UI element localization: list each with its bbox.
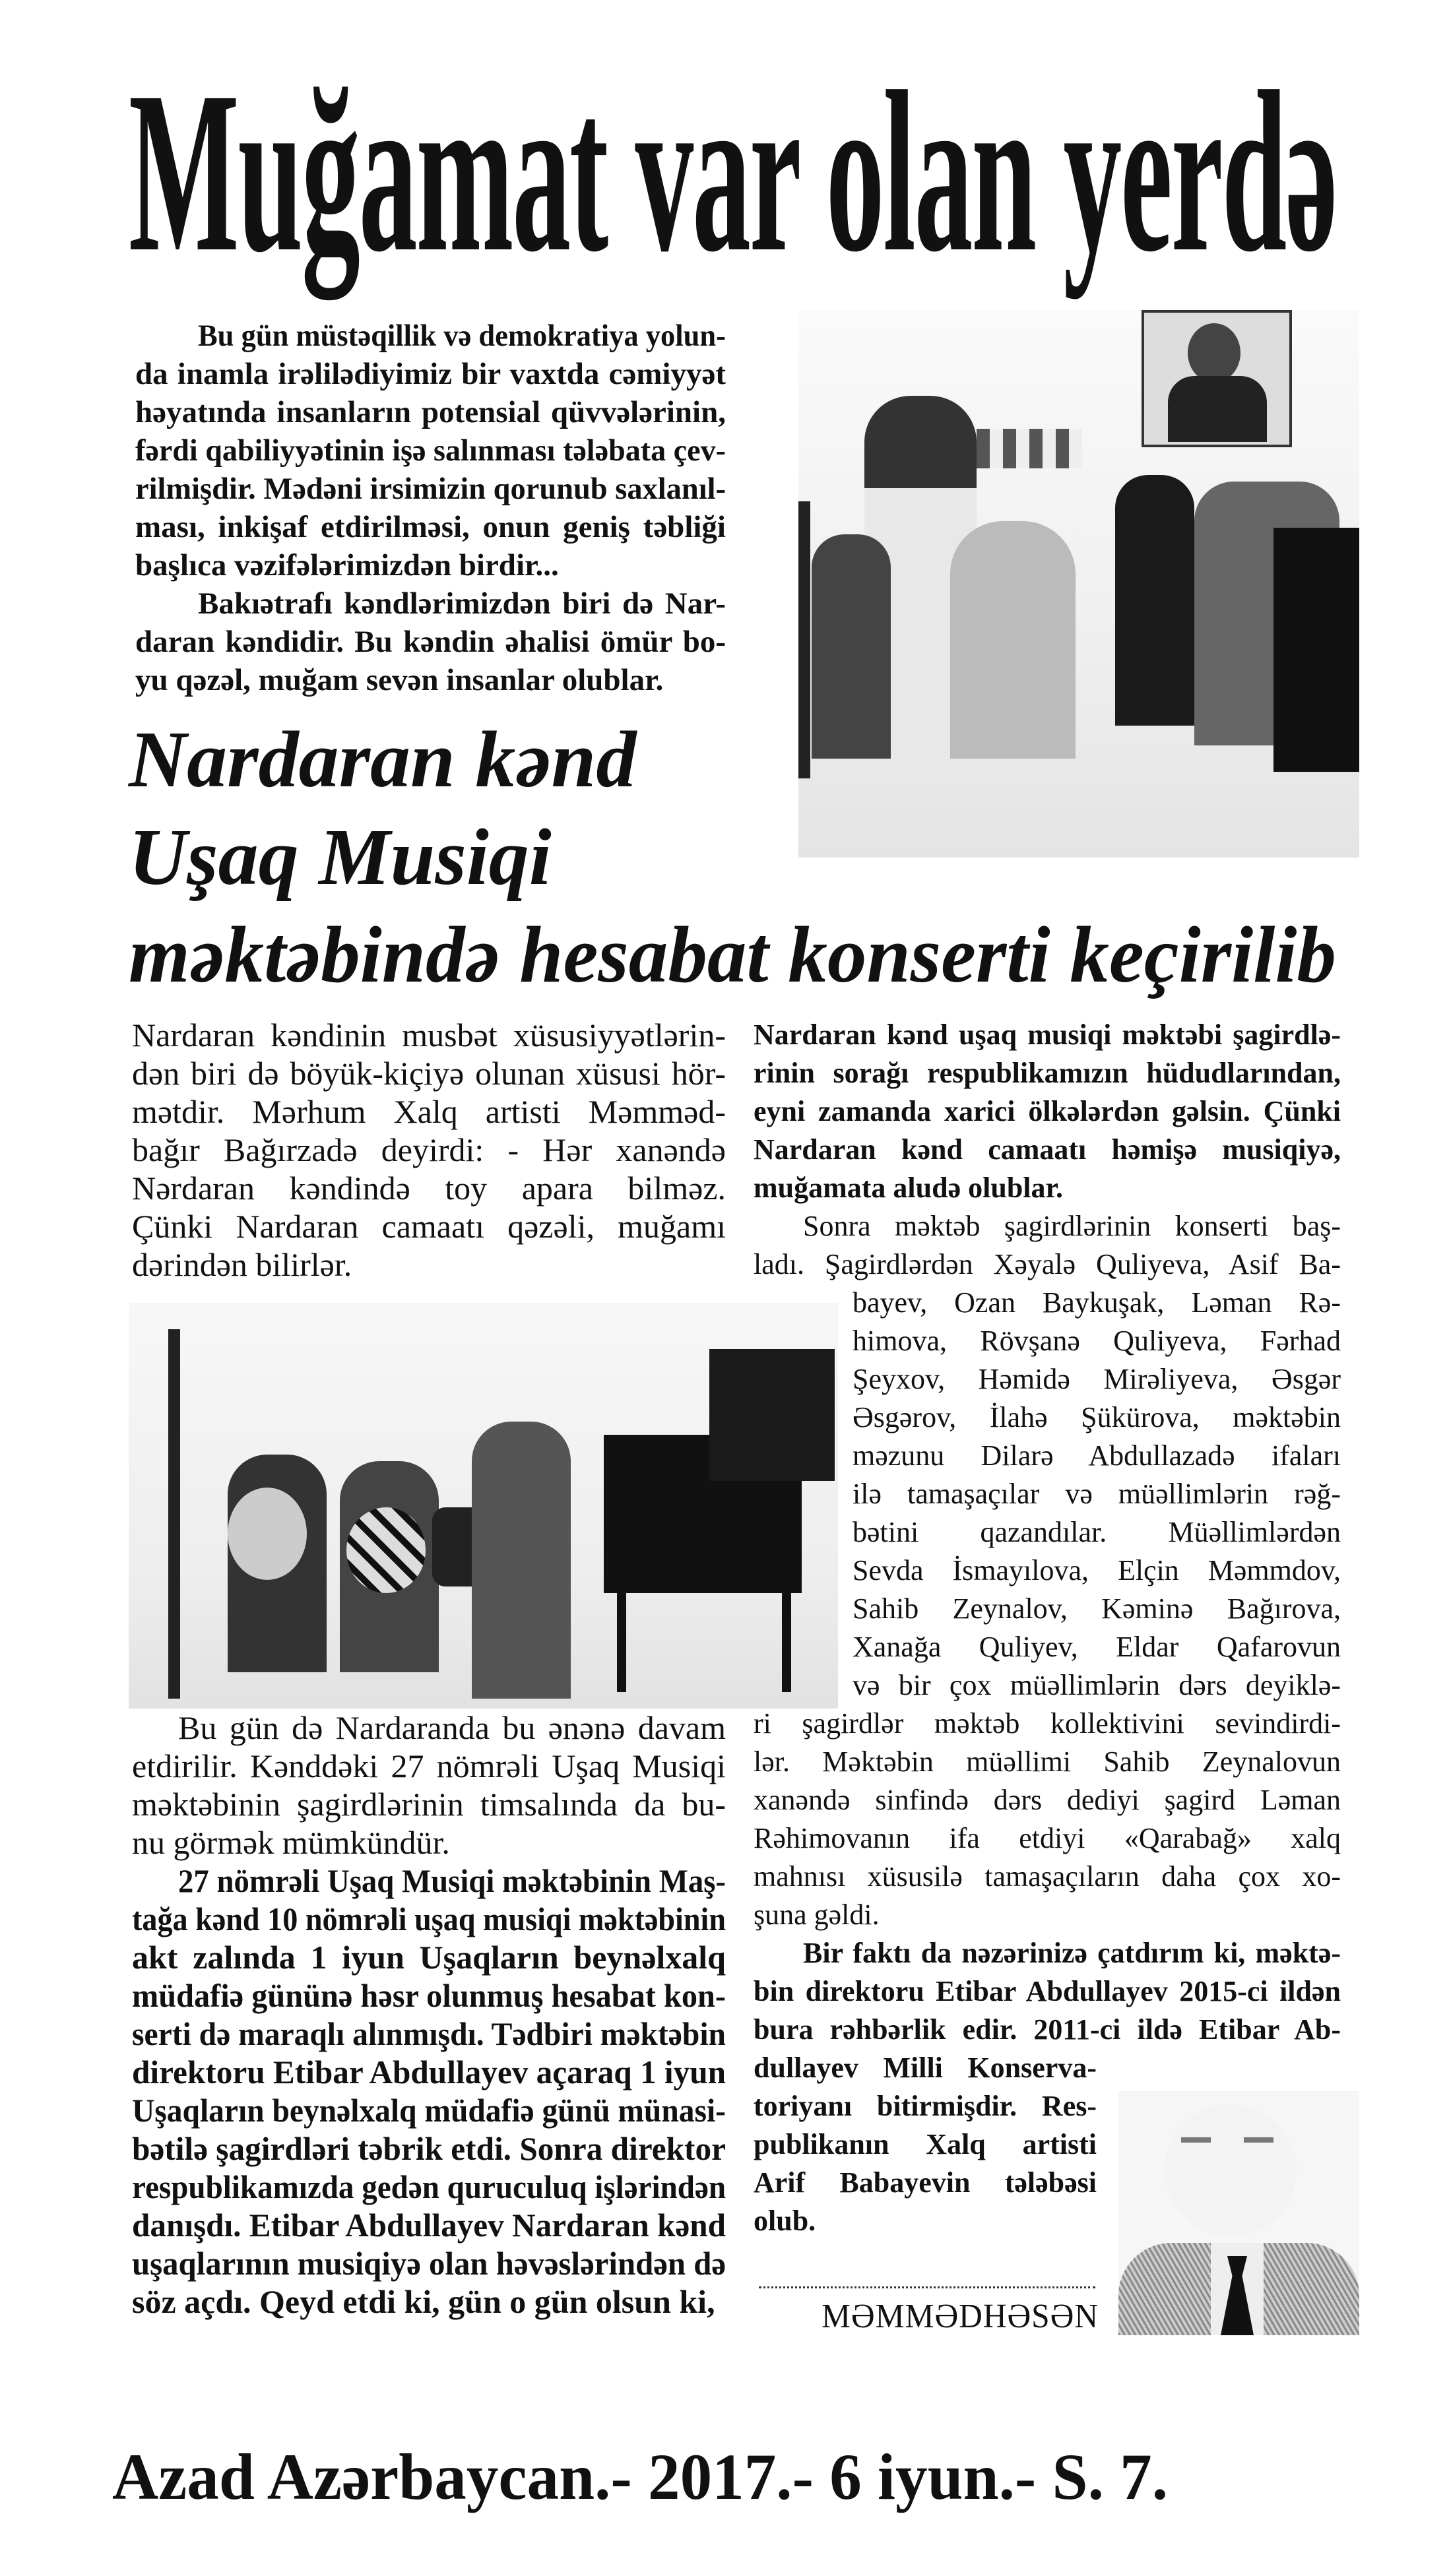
text-line: respublikamızda gedən quruculuq işlərindən: [132, 2168, 726, 2205]
text-line: dərindən bilirlər.: [132, 1246, 352, 1283]
text-line: Bir faktı da nəzərinizə çatdırım ki, məktə-: [803, 1937, 1341, 1969]
text-line: 27 nömrəli Uşaq Musiqi məktəbinin Maş-: [178, 1862, 726, 1899]
subheadline-line: Nardaran kənd: [129, 715, 637, 804]
text-line: daran kəndidir. Bu kəndin əhalisi ömür bo-: [135, 625, 726, 659]
drum: [346, 1507, 426, 1593]
text-line: mahnısı xüsusilə tamaşaçıların daha çox xo-: [754, 1860, 1341, 1893]
text-line: ladı. Şagirdlərdən Xəyalə Quliyeva, Asif Ba-: [754, 1248, 1341, 1280]
text-line: Arif Babayevin tələbəsi: [754, 2166, 1097, 2199]
chair: [1115, 475, 1194, 726]
subheadline-line: Uşaq Musiqi: [129, 813, 552, 902]
students-photo: [129, 1303, 838, 1709]
text-line: muğamata aludə olublar.: [754, 1172, 1064, 1204]
eyebrow: [1244, 2137, 1273, 2143]
face: [1165, 2104, 1297, 2236]
subheadline-line: məktəbində hesabat konserti keçirilib: [129, 910, 1336, 999]
text-line: həyatında insanların potensial qüvvələrinin,: [135, 395, 726, 429]
piano-leg: [617, 1593, 626, 1692]
drum: [228, 1488, 307, 1580]
text-line: uşaqlarının musiqiyə olan həvəslərindən də: [132, 2245, 726, 2282]
author-divider: [759, 2286, 1095, 2288]
text-line: mətdir. Mərhum Xalq artisti Məmməd-: [132, 1093, 726, 1130]
text-line: Sevda İsmayılova, Elçin Məmmdov,: [853, 1554, 1341, 1586]
source-citation: Azad Azərbaycan.- 2017.- 6 iyun.- S. 7.: [112, 2440, 1168, 2513]
subheadline: [129, 711, 1336, 1004]
text-line: Sonra məktəb şagirdlərinin konserti baş-: [803, 1210, 1341, 1242]
text-line: məktəbinin şagirdlərinin timsalında da bu-: [132, 1786, 726, 1823]
text-line: Nardaran kənd camaatı həmişə musiqiyə,: [754, 1133, 1341, 1166]
text-line: məzunu Dilarə Abdullazadə ifaları: [853, 1439, 1341, 1472]
headline: [129, 44, 1337, 299]
text-line: xanəndə sinfində dərs dediyi şagird Ləman: [754, 1784, 1341, 1816]
text-line: rilmişdir. Mədəni irsimizin qorunub saxlanıl-: [135, 472, 726, 506]
text-line: etdirilir. Kənddəki 27 nömrəli Uşaq Musiqi: [132, 1747, 726, 1784]
director-portrait: [1118, 2091, 1359, 2335]
text-line: bura rəhbərlik edir. 2011-ci ildə Etibar Ab-: [754, 2013, 1341, 2046]
left-column-bottom: [132, 1709, 726, 2321]
text-line: ri şagirdlər məktəb kollektivini sevindirdi-: [754, 1707, 1341, 1740]
text-line: Xanağa Quliyev, Eldar Qafarovun: [853, 1631, 1341, 1663]
text-line: yu qəzəl, muğam sevən insanlar olublar.: [135, 663, 664, 697]
wall-pictures: [977, 429, 1082, 468]
text-line: Bu gün də Nardaranda bu ənənə davam: [178, 1709, 726, 1746]
text-line: Bu gün müstəqillik və demokratiya yolun-: [198, 319, 726, 353]
headline-text: Muğamat var olan yerdə: [129, 44, 1337, 299]
text-line: söz açdı. Qeyd etdi ki, gün o gün olsun ki,: [132, 2283, 715, 2320]
text-line: Uşaqların beynəlxalq müdafiə günü münasi-: [132, 2092, 726, 2129]
text-line: publikanın Xalq artisti: [754, 2128, 1097, 2160]
text-line: tağa kənd 10 nömrəli uşaq musiqi məktəbinin: [132, 1901, 726, 1937]
text-line: dullayev Milli Konserva-: [754, 2052, 1097, 2084]
text-line: Çünki Nardaran camaatı qəzəli, muğamı: [132, 1208, 726, 1245]
text-line: ilə tamaşaçılar və müəllimlərin rəğ-: [853, 1478, 1341, 1510]
text-line: nu görmək mümkündür.: [132, 1824, 450, 1861]
text-line: Bakıətrafı kəndlərimizdən biri də Nar-: [198, 586, 726, 621]
text-line: bayev, Ozan Baykuşak, Ləman Rə-: [853, 1286, 1341, 1319]
text-line: Şeyxov, Həmidə Mirəliyeva, Əsgər: [853, 1363, 1341, 1395]
text-line: ması, inkişaf etdirilməsi, onun geniş təbliği: [135, 510, 726, 544]
text-line: başlıca vəzifələrimizdən birdir...: [135, 548, 559, 582]
text-line: müdafiə gününə həsr olunmuş hesabat kon-: [132, 1977, 726, 2014]
text-line: Nardaran kənd uşaq musiqi məktəbi şagirdlə-: [754, 1019, 1341, 1051]
text-line: bağır Bağırzadə deyirdi: - Hər xanəndə: [132, 1131, 726, 1168]
stand-pole: [168, 1329, 180, 1699]
portrait-head: [1188, 323, 1240, 383]
author-byline: MƏMMƏDHƏSƏN: [821, 2298, 1099, 2335]
text-line: himova, Rövşanə Quliyeva, Fərhad: [853, 1325, 1341, 1357]
lead-paragraphs: [135, 317, 726, 699]
text-line: danışdı. Etibar Abdullayev Nardaran kənd: [132, 2207, 726, 2244]
text-line: və bir çox müəllimlərin dərs deyiklə-: [853, 1669, 1341, 1701]
text-line: da inamla irəlilədiyimiz bir vaxtda cəmiyyət: [135, 357, 726, 391]
student-figure: [472, 1422, 571, 1699]
text-line: eyni zamanda xarici ölkələrdən gəlsin. Çünki: [754, 1095, 1341, 1127]
left-column-top: [132, 1016, 726, 1284]
text-line: toriyanı bitirmişdir. Res-: [754, 2090, 1097, 2122]
text-line: akt zalında 1 iyun Uşaqların beynəlxalq: [132, 1939, 726, 1976]
text-line: Sahib Zeynalov, Kəminə Bağırova,: [853, 1592, 1341, 1625]
text-line: rinin sorağı respublikamızın hüdudlarından,: [754, 1057, 1341, 1089]
text-line: Rəhimovanın ifa etdiyi «Qarabağ» xalq: [754, 1822, 1341, 1854]
right-column: [754, 1016, 1341, 2240]
text-line: şuna gəldi.: [754, 1899, 880, 1931]
text-line: fərdi qabiliyyətinin işə salınması tələbata çev-: [135, 433, 726, 468]
text-line: direktoru Etibar Abdullayev açaraq 1 iyun: [132, 2054, 726, 2090]
text-line: bətilə şagirdləri təbrik etdi. Sonra direktor: [132, 2130, 726, 2167]
text-line: dən biri də böyük-kiçiyə olunan xüsusi hör-: [132, 1055, 726, 1092]
text-line: serti də maraqlı alınmışdı. Tədbiri məktəbin: [132, 2015, 726, 2052]
text-line: olub.: [754, 2205, 816, 2237]
text-line: Nardaran kəndinin musbət xüsusiyyətlərin-: [132, 1017, 726, 1053]
text-line: Nərdaran kəndində toy apara bilməz.: [132, 1170, 726, 1207]
eyebrow: [1181, 2137, 1211, 2143]
text-line: Əsgərov, İlahə Şükürova, məktəbin: [853, 1401, 1341, 1433]
portrait-body: [1168, 376, 1267, 442]
text-line: bətini qazandılar. Müəllimlərdən: [853, 1516, 1341, 1548]
text-line: bin direktoru Etibar Abdullayev 2015-ci ildən: [754, 1975, 1341, 2007]
text-line: lər. Məktəbin müəllimi Sahib Zeynalovun: [754, 1745, 1341, 1778]
